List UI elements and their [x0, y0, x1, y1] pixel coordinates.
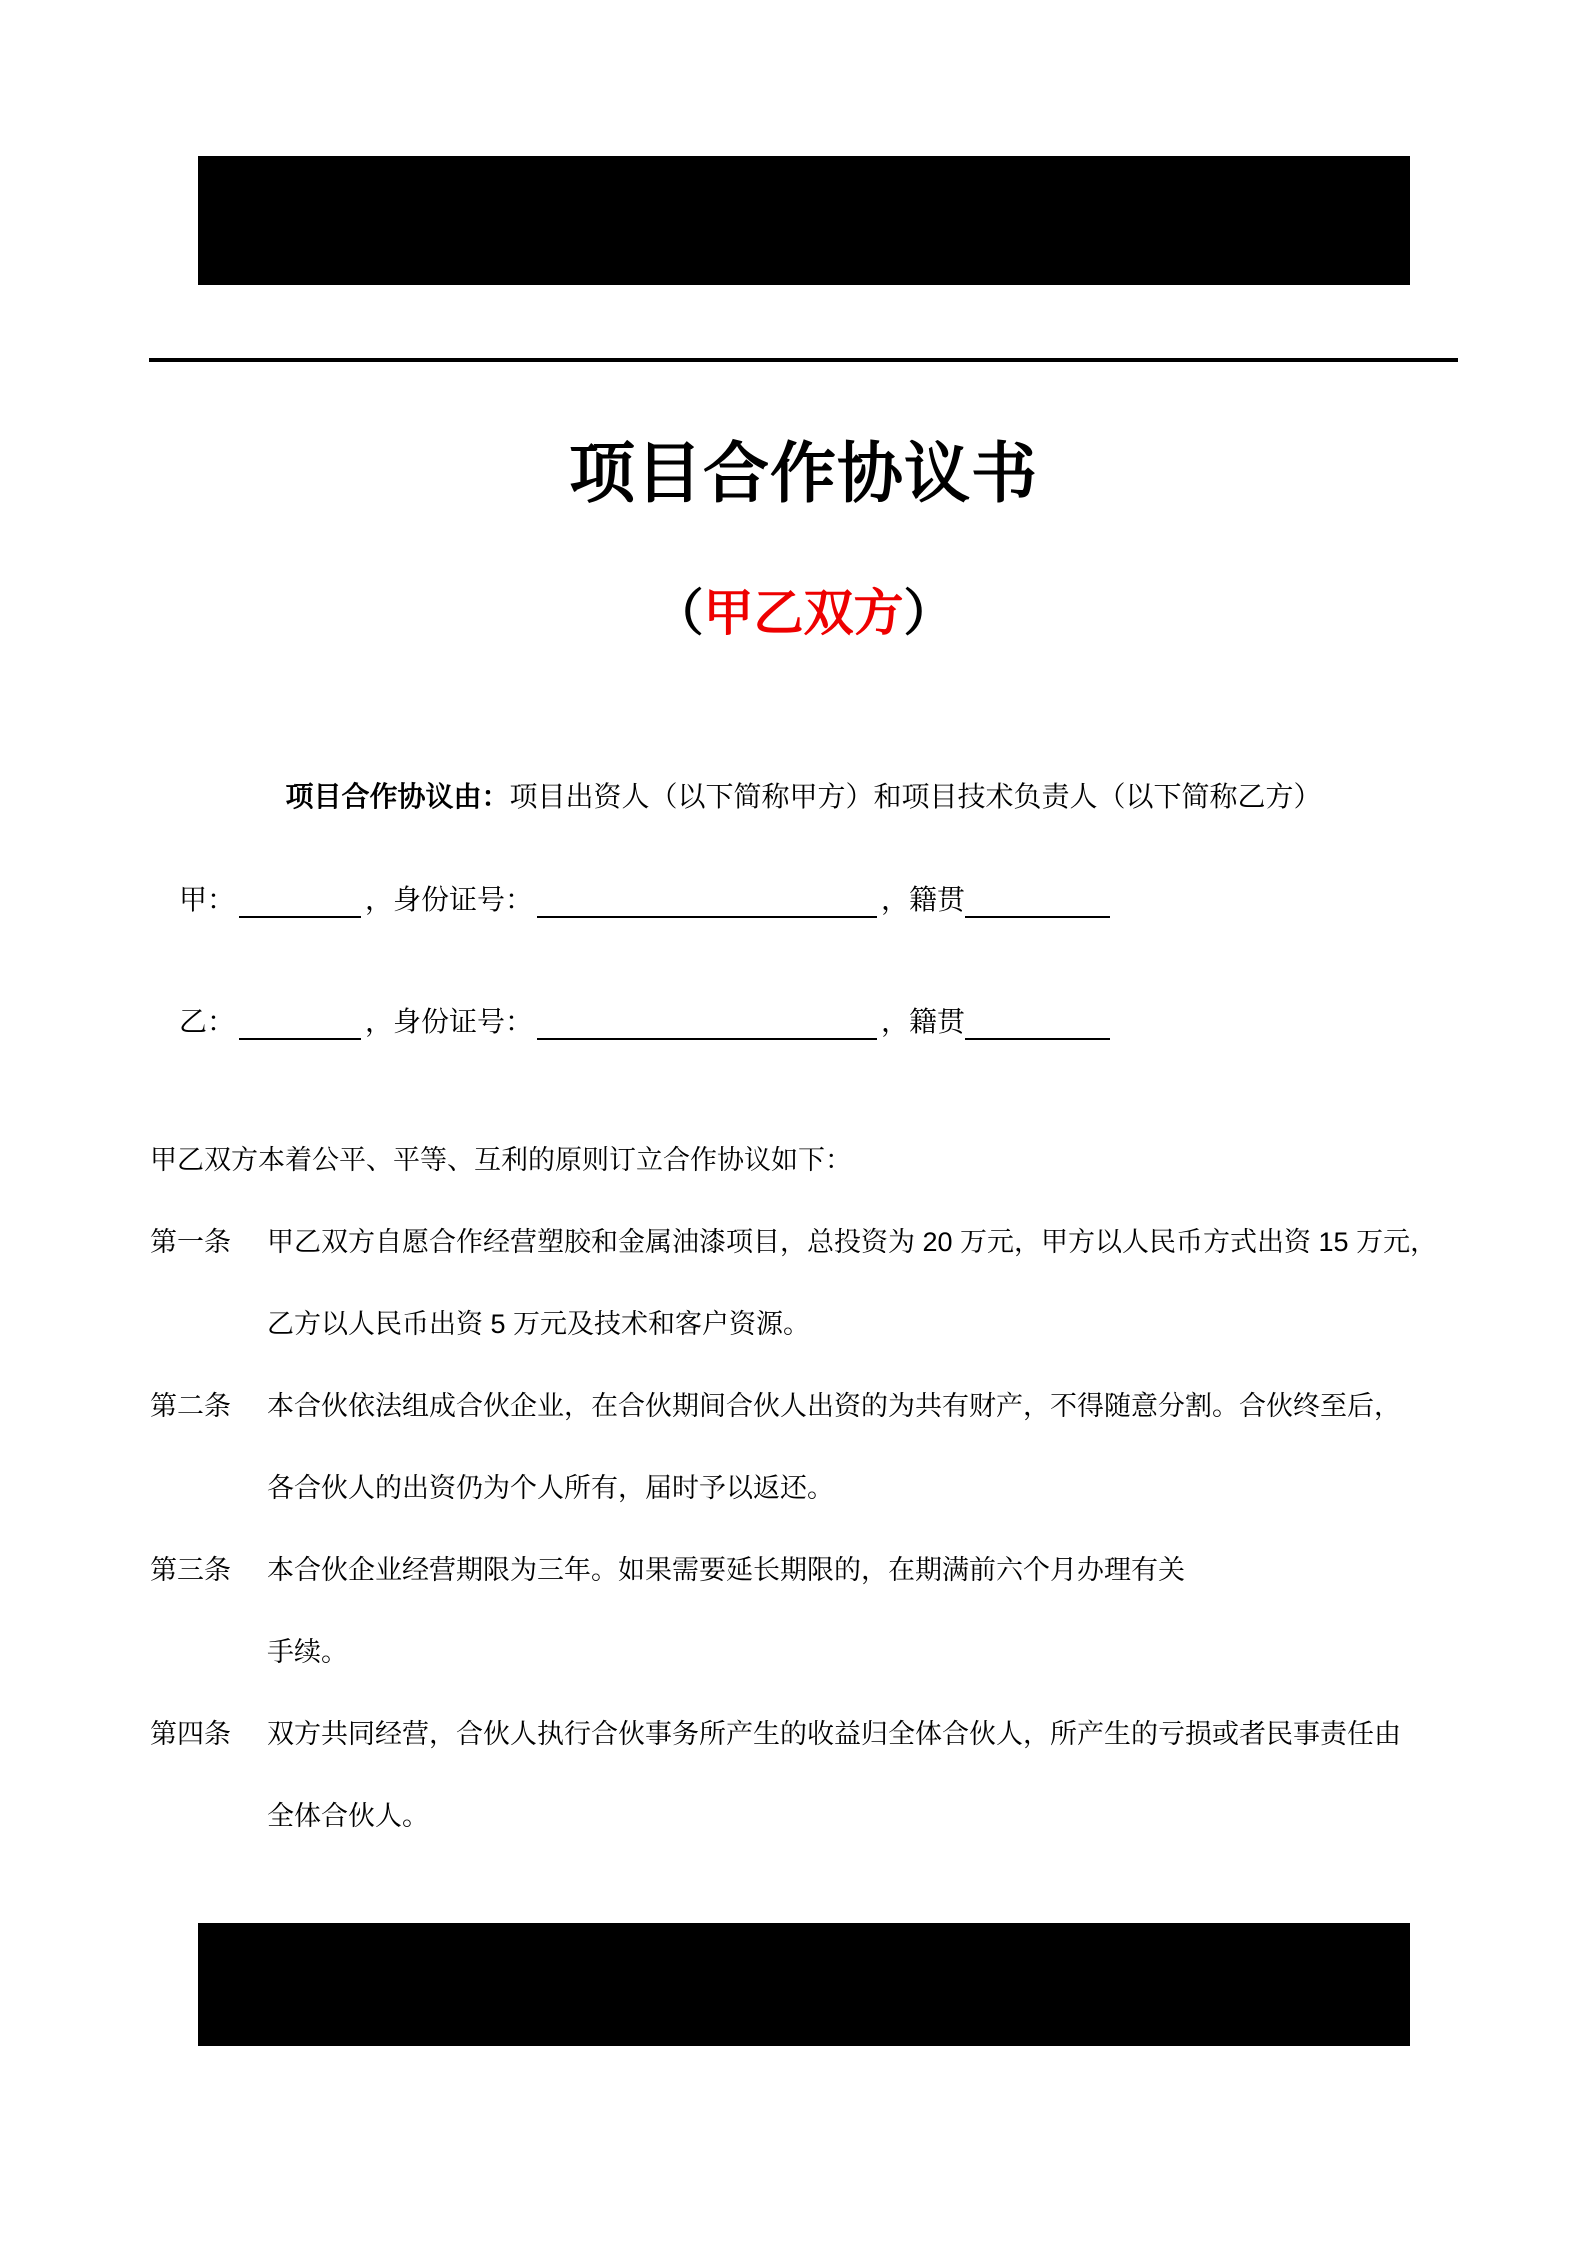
- preamble: 甲乙双方本着公平、平等、互利的原则订立合作协议如下：: [150, 1145, 852, 1175]
- clause-2-number: 第二条: [150, 1391, 231, 1421]
- party-b-origin-blank: [965, 1006, 1110, 1040]
- clause-1: [150, 1201, 1458, 1365]
- document-subtitle: [149, 582, 1458, 644]
- party-b-row: [179, 1004, 1114, 1040]
- clause-3: [150, 1529, 1458, 1693]
- clause-3-line-1: 本合伙企业经营期限为三年。如果需要延长期限的，在期满前六个月办理有关: [267, 1555, 1185, 1585]
- party-a-row: [179, 882, 1114, 918]
- clause-4-line-2: 全体合伙人。: [267, 1801, 429, 1831]
- party-a-label: 甲：: [179, 884, 236, 915]
- intro-rest: 项目出资人（以下简称甲方）和项目技术负责人（以下简称乙方）: [509, 781, 1322, 812]
- clause-2-line-1: 本合伙依法组成合伙企业，在合伙期间合伙人出资的为共有财产，不得随意分割。合伙终至后，: [267, 1391, 1401, 1421]
- subtitle-parties-text: 甲乙双方: [703, 585, 904, 641]
- intro-lead: 项目合作协议由：: [285, 781, 510, 812]
- party-a-id-blank: [537, 884, 877, 918]
- party-a-id-label: ，身份证号：: [365, 884, 534, 915]
- header-rule: [149, 358, 1458, 362]
- clause-2: [150, 1365, 1458, 1529]
- party-a-origin-label: ，籍贯: [881, 884, 966, 915]
- document-title: 项目合作协议书: [569, 436, 1038, 511]
- intro-line: [149, 778, 1458, 816]
- agreement-body: [150, 1119, 1458, 1857]
- clause-1-line-1: 甲乙双方自愿合作经营塑胶和金属油漆项目，总投资为 20 万元，甲方以人民币方式出资 15 万元，: [267, 1227, 1438, 1257]
- clause-4-number: 第四条: [150, 1719, 231, 1749]
- redacted-header-block: [198, 156, 1410, 285]
- party-a-origin-blank: [965, 884, 1110, 918]
- clause-3-number: 第三条: [150, 1555, 231, 1585]
- party-b-id-label: ，身份证号：: [365, 1006, 534, 1037]
- clause-3-line-2: 手续。: [267, 1637, 348, 1667]
- party-b-origin-label: ，籍贯: [881, 1006, 966, 1037]
- clause-1-number: 第一条: [150, 1227, 231, 1257]
- party-a-name-blank: [239, 884, 361, 918]
- clause-4: [150, 1693, 1458, 1857]
- party-b-id-blank: [537, 1006, 877, 1040]
- subtitle-open-paren: （: [653, 585, 704, 641]
- clause-2-line-2: 各合伙人的出资仍为个人所有，届时予以返还。: [267, 1473, 834, 1503]
- redacted-footer-block: [198, 1923, 1410, 2046]
- subtitle-close-paren: ）: [903, 585, 954, 641]
- clause-4-line-1: 双方共同经营，合伙人执行合伙事务所产生的收益归全体合伙人，所产生的亏损或者民事责任由: [267, 1719, 1401, 1749]
- party-b-name-blank: [239, 1006, 361, 1040]
- party-b-label: 乙：: [179, 1006, 236, 1037]
- clause-1-line-2: 乙方以人民币出资 5 万元及技术和客户资源。: [267, 1309, 811, 1339]
